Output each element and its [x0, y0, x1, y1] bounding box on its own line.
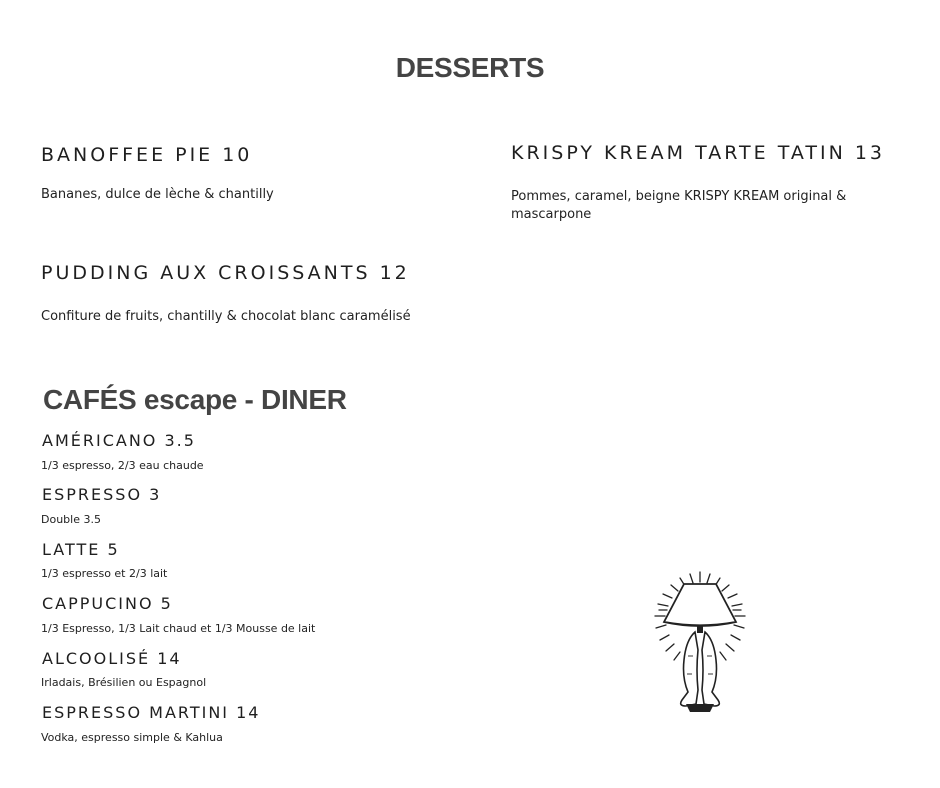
cafe-item-description: Vodka, espresso simple & Kahlua [41, 731, 223, 744]
cafe-item-description: Double 3.5 [41, 513, 101, 526]
page-title: DESSERTS [395, 52, 545, 83]
dessert-name: BANOFFEE PIE 10 [41, 144, 253, 166]
cafe-item-description: 1/3 espresso et 2/3 lait [41, 567, 168, 580]
cafe-item-description: Irladais, Brésilien ou Espagnol [41, 676, 207, 689]
cafe-item-description: 1/3 espresso, 2/3 eau chaude [41, 459, 204, 472]
dessert-name: PUDDING AUX CROISSANTS 12 [41, 262, 410, 284]
cafe-item-name: ESPRESSO MARTINI 14 [42, 703, 261, 722]
cafes-section-title: CAFÉS escape - DINER [43, 384, 347, 415]
dessert-description: Pommes, caramel, beigne KRISPY KREAM original & mascarpone [511, 189, 847, 222]
cafe-item-name: CAPPUCINO 5 [42, 594, 173, 613]
leg-lamp-icon [646, 570, 754, 716]
cafe-item-name: ESPRESSO 3 [42, 485, 162, 504]
cafe-item-description: 1/3 Espresso, 1/3 Lait chaud et 1/3 Mousse de lait [41, 622, 316, 635]
cafe-item-name: AMÉRICANO 3.5 [42, 431, 196, 450]
dessert-description: Bananes, dulce de lèche & chantilly [41, 187, 274, 202]
cafe-item-name: ALCOOLISÉ 14 [42, 649, 182, 668]
dessert-name: KRISPY KREAM TARTE TATIN 13 [511, 142, 885, 164]
dessert-description: Confiture de fruits, chantilly & chocolat blanc caramélisé [41, 309, 411, 324]
cafe-item-name: LATTE 5 [42, 540, 120, 559]
